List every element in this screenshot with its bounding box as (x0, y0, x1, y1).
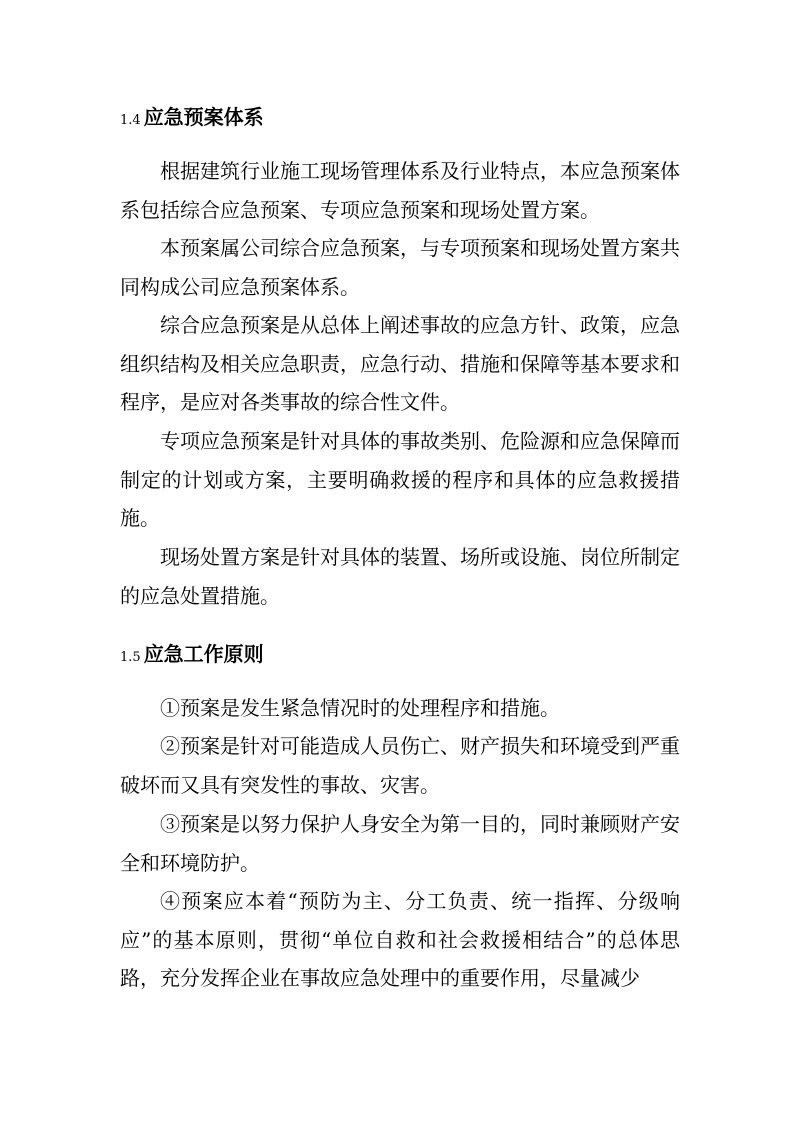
paragraph: 现场处置方案是针对具体的装置、场所或设施、岗位所制定的应急处置措施。 (120, 545, 680, 608)
section-number: 1.4 (120, 113, 141, 128)
paragraph: 专项应急预案是针对具体的事故类别、危险源和应急保障而制定的计划或方案，主要明确救援的程序和具体的应急救援措施。 (120, 429, 680, 530)
section-title: 应急预案体系 (143, 105, 264, 129)
section-title: 应急工作原则 (143, 642, 264, 666)
paragraph: ③预案是以努力保护人身安全为第一目的，同时兼顾财产安全和环境防护。 (120, 812, 680, 875)
paragraph: 根据建筑行业施工现场管理体系及行业特点，本应急预案体系包括综合应急预案、专项应急预案和现场处置方案。 (120, 159, 680, 222)
section-heading-1-5 (120, 640, 264, 672)
section-number: 1.5 (120, 650, 141, 665)
paragraph: ①预案是发生紧急情况时的处理程序和措施。 (160, 696, 560, 720)
paragraph: ②预案是针对可能造成人员伤亡、财产损失和环境受到严重破坏而又具有突发性的事故、灾害。 (120, 734, 680, 797)
paragraph: 综合应急预案是从总体上阐述事故的应急方针、政策，应急组织结构及相关应急职责，应急行动、措施和保障等基本要求和程序，是应对各类事故的综合性文件。 (120, 313, 680, 414)
section-heading-1-4 (120, 103, 264, 135)
paragraph: ④预案应本着“预防为主、分工负责、统一指挥、分级响应”的基本原则，贯彻“单位自救和社会救援相结合”的总体思路，充分发挥企业在事故应急处理中的重要作用，尽量减少 (120, 889, 680, 990)
paragraph: 本预案属公司综合应急预案，与专项预案和现场处置方案共同构成公司应急预案体系。 (120, 236, 680, 299)
